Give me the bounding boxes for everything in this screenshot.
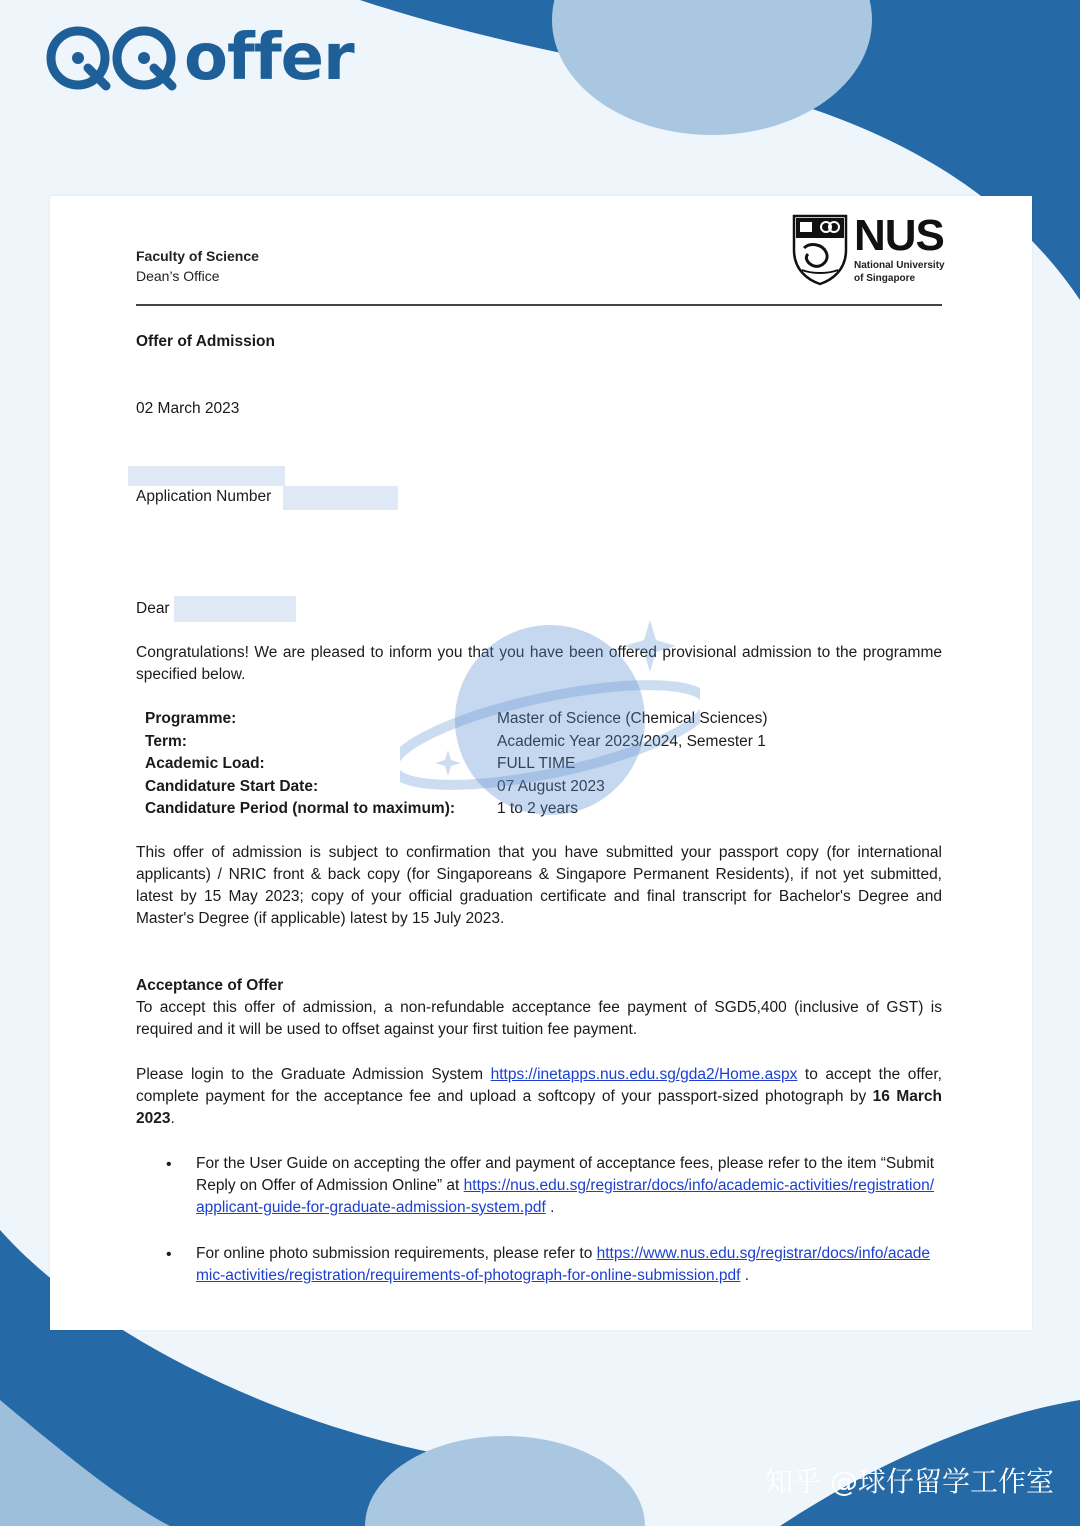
redacted-application-number	[283, 486, 398, 510]
start-date-label: Candidature Start Date:	[145, 777, 319, 795]
academic-load-label: Academic Load:	[145, 755, 265, 772]
graduate-admission-system-link[interactable]: https://inetapps.nus.edu.sg/gda2/Home.aspx	[490, 1066, 798, 1083]
source-credit: 知乎 @球仔留学工作室	[765, 1465, 1054, 1498]
nus-wordmark: NUS	[854, 211, 944, 260]
nus-subtitle-1: National University	[854, 260, 945, 271]
login-paragraph	[136, 1064, 942, 1130]
office-name: Dean’s Office	[136, 268, 220, 284]
candidature-period-row	[145, 798, 768, 821]
nus-logo	[792, 211, 945, 286]
user-guide-link[interactable]: https://nus.edu.sg/registrar/docs/info/academic-activities/registration/applicant-guide-for-graduate-admission-system.pdf	[196, 1177, 935, 1216]
candidature-period-value: 1 to 2 years	[497, 800, 578, 817]
acceptance-heading: Acceptance of Offer	[136, 977, 284, 994]
login-text-middle: to accept the offer, complete payment for the acceptance fee and upload a softcopy of your passport-sized photograph by	[136, 1066, 942, 1105]
academic-load-row	[145, 753, 768, 776]
user-guide-end: .	[545, 1199, 555, 1216]
start-date-value: 07 August 2023	[497, 777, 605, 795]
brand-logo-text: offer	[184, 21, 354, 95]
bullet-dot-icon: •	[166, 1156, 172, 1173]
term-row	[145, 731, 768, 754]
header-divider	[136, 304, 942, 306]
letter-date: 02 March 2023	[136, 400, 240, 417]
application-number-label: Application Number	[136, 488, 272, 505]
login-text-end: .	[170, 1110, 175, 1127]
photo-requirements-text: For online photo submission requirements, please refer to	[196, 1245, 597, 1262]
programme-row	[145, 708, 768, 731]
candidature-period-label: Candidature Period (normal to maximum):	[145, 800, 456, 817]
redacted-name-block	[128, 466, 285, 486]
brand-logo	[44, 22, 354, 94]
intro-paragraph: Congratulations! We are pleased to inform you that you have been offered provisional admission to the programme specified below.	[136, 644, 942, 683]
letter-heading: Offer of Admission	[136, 333, 275, 350]
offer-letter	[50, 196, 1032, 1330]
term-value: Academic Year 2023/2024, Semester 1	[497, 732, 766, 750]
condition-paragraph: This offer of admission is subject to confirmation that you have submitted your passport copy (for international applicants) / NRIC front & back copy (for Singaporeans & Singapore Permanent Residents), if not yet submitted, latest by 15 May 2023; copy of your official graduation certificate and final transcript for Bachelor's Degree and Master's Degree (if applicable) latest by 15 July 2023.	[136, 844, 942, 927]
programme-label: Programme:	[145, 710, 237, 727]
photo-requirements-end: .	[740, 1267, 750, 1284]
login-text-start: Please login to the Graduate Admission System	[136, 1066, 491, 1083]
nus-subtitle-2: of Singapore	[854, 273, 916, 284]
user-guide-bullet	[196, 1153, 942, 1219]
redacted-recipient-name	[174, 596, 296, 622]
bullet-dot-icon: •	[166, 1246, 172, 1263]
faculty-block	[136, 246, 259, 286]
faculty-name: Faculty of Science	[136, 248, 259, 264]
login-deadline: 16 March 2023	[136, 1088, 942, 1127]
qq-icon	[44, 22, 184, 94]
academic-load-value: FULL TIME	[497, 755, 576, 772]
user-guide-text: For the User Guide on accepting the offer and payment of acceptance fees, please refer to the item “Submit Reply on Offer of Admission Online” at	[196, 1155, 935, 1194]
start-date-row	[145, 776, 768, 799]
programme-details	[145, 708, 768, 821]
nus-crest-icon	[792, 214, 848, 286]
salutation: Dear	[136, 600, 170, 617]
photo-requirements-bullet	[196, 1243, 942, 1287]
acceptance-paragraph: To accept this offer of admission, a non-refundable acceptance fee payment of SGD5,400 (inclusive of GST) is required and it will be used to offset against your first tuition fee payment.	[136, 999, 942, 1038]
term-label: Term:	[145, 732, 187, 750]
programme-value: Master of Science (Chemical Sciences)	[497, 710, 768, 727]
photo-requirements-link[interactable]: https://www.nus.edu.sg/registrar/docs/info/academic-activities/registration/requirements-of-photograph-for-online-submission.pdf	[196, 1245, 931, 1284]
